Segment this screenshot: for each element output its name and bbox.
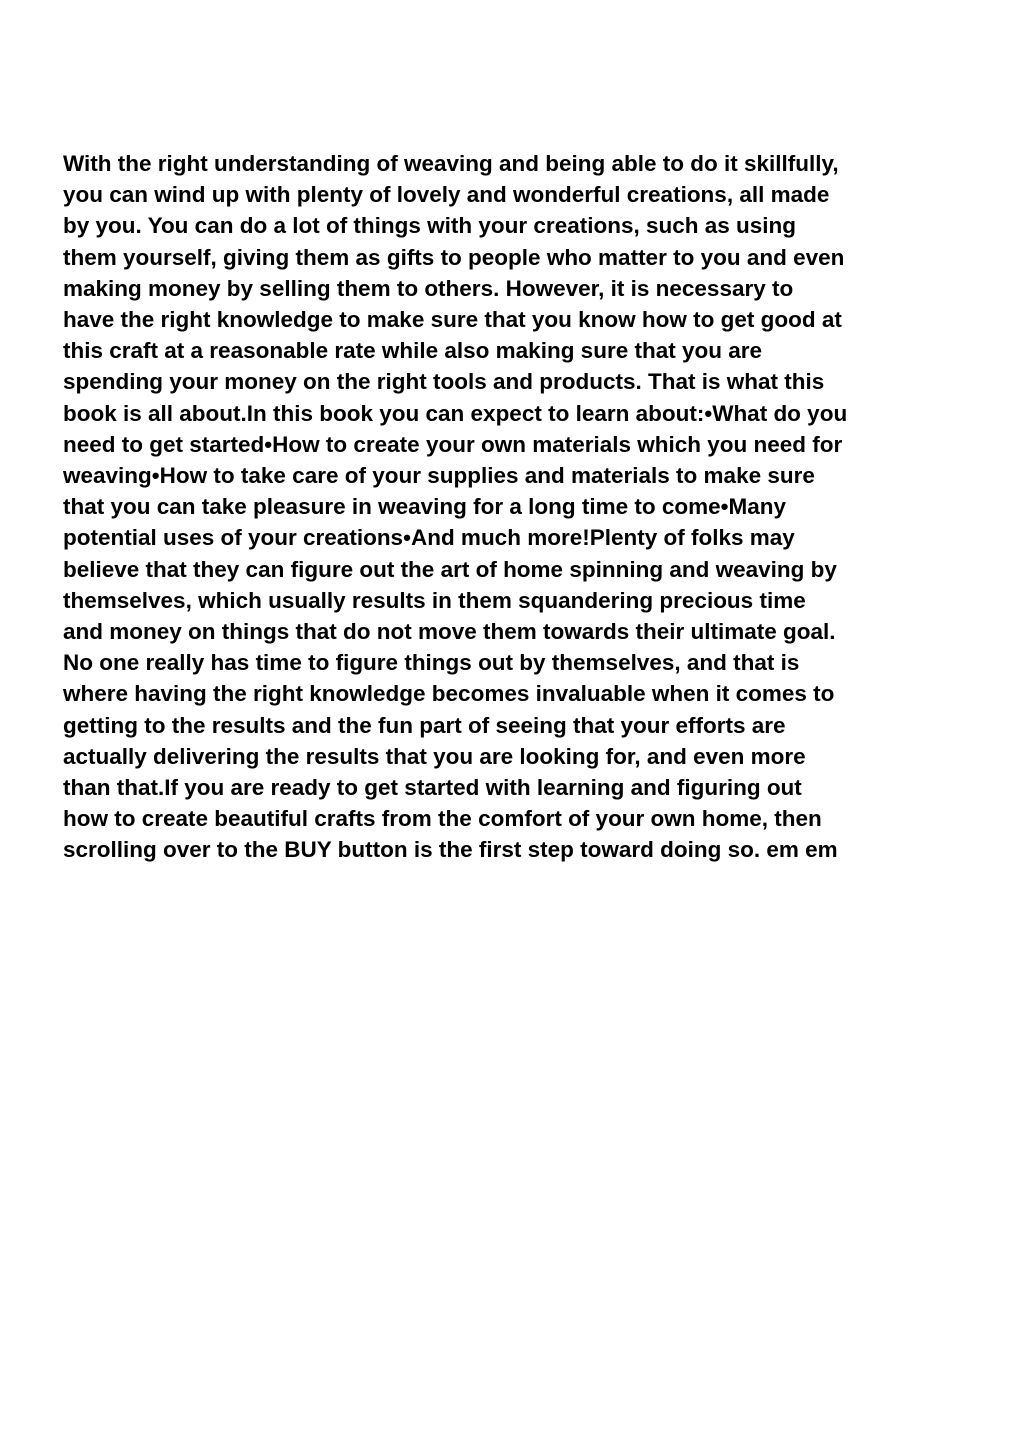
text-line: that you can take pleasure in weaving for a long time to come•Many xyxy=(63,494,787,520)
text-line: have the right knowledge to make sure that you know how to get good at xyxy=(63,307,842,333)
text-line: believe that they can figure out the art of home spinning and weaving by xyxy=(63,556,837,582)
text-line: where having the right knowledge becomes invaluable when it comes to xyxy=(63,681,835,707)
text-line: scrolling over to the BUY button is the first step toward doing so. em em xyxy=(63,837,838,863)
text-line: No one really has time to figure things out by themselves, and that is xyxy=(63,650,800,676)
text-line: and money on things that do not move them towards their ultimate goal. xyxy=(63,619,836,645)
text-line: you can wind up with plenty of lovely and wonderful creations, all made xyxy=(63,182,830,208)
text-line: than that.If you are ready to get started with learning and figuring out xyxy=(63,775,802,801)
text-line: need to get started•How to create your own materials which you need for xyxy=(63,431,843,457)
text-line: potential uses of your creations•And much more!Plenty of folks may xyxy=(63,525,795,551)
text-line: weaving•How to take care of your supplies and materials to make sure xyxy=(63,463,815,489)
text-line: spending your money on the right tools and products. That is what this xyxy=(63,369,825,395)
text-line: by you. You can do a lot of things with your creations, such as using xyxy=(63,213,797,239)
text-line: book is all about.In this book you can expect to learn about:•What do you xyxy=(63,400,848,426)
text-line: making money by selling them to others. However, it is necessary to xyxy=(63,275,794,301)
text-line: getting to the results and the fun part of seeing that your efforts are xyxy=(63,712,786,738)
body-paragraph xyxy=(63,148,993,866)
text-line: With the right understanding of weaving and being able to do it skillfully, xyxy=(63,151,839,176)
text-line: actually delivering the results that you are looking for, and even more xyxy=(63,743,806,769)
text-line: this craft at a reasonable rate while also making sure that you are xyxy=(63,338,762,364)
text-line: themselves, which usually results in them squandering precious time xyxy=(63,587,806,613)
text-line: how to create beautiful crafts from the comfort of your own home, then xyxy=(63,806,822,832)
text-line: them yourself, giving them as gifts to people who matter to you and even xyxy=(63,244,845,270)
